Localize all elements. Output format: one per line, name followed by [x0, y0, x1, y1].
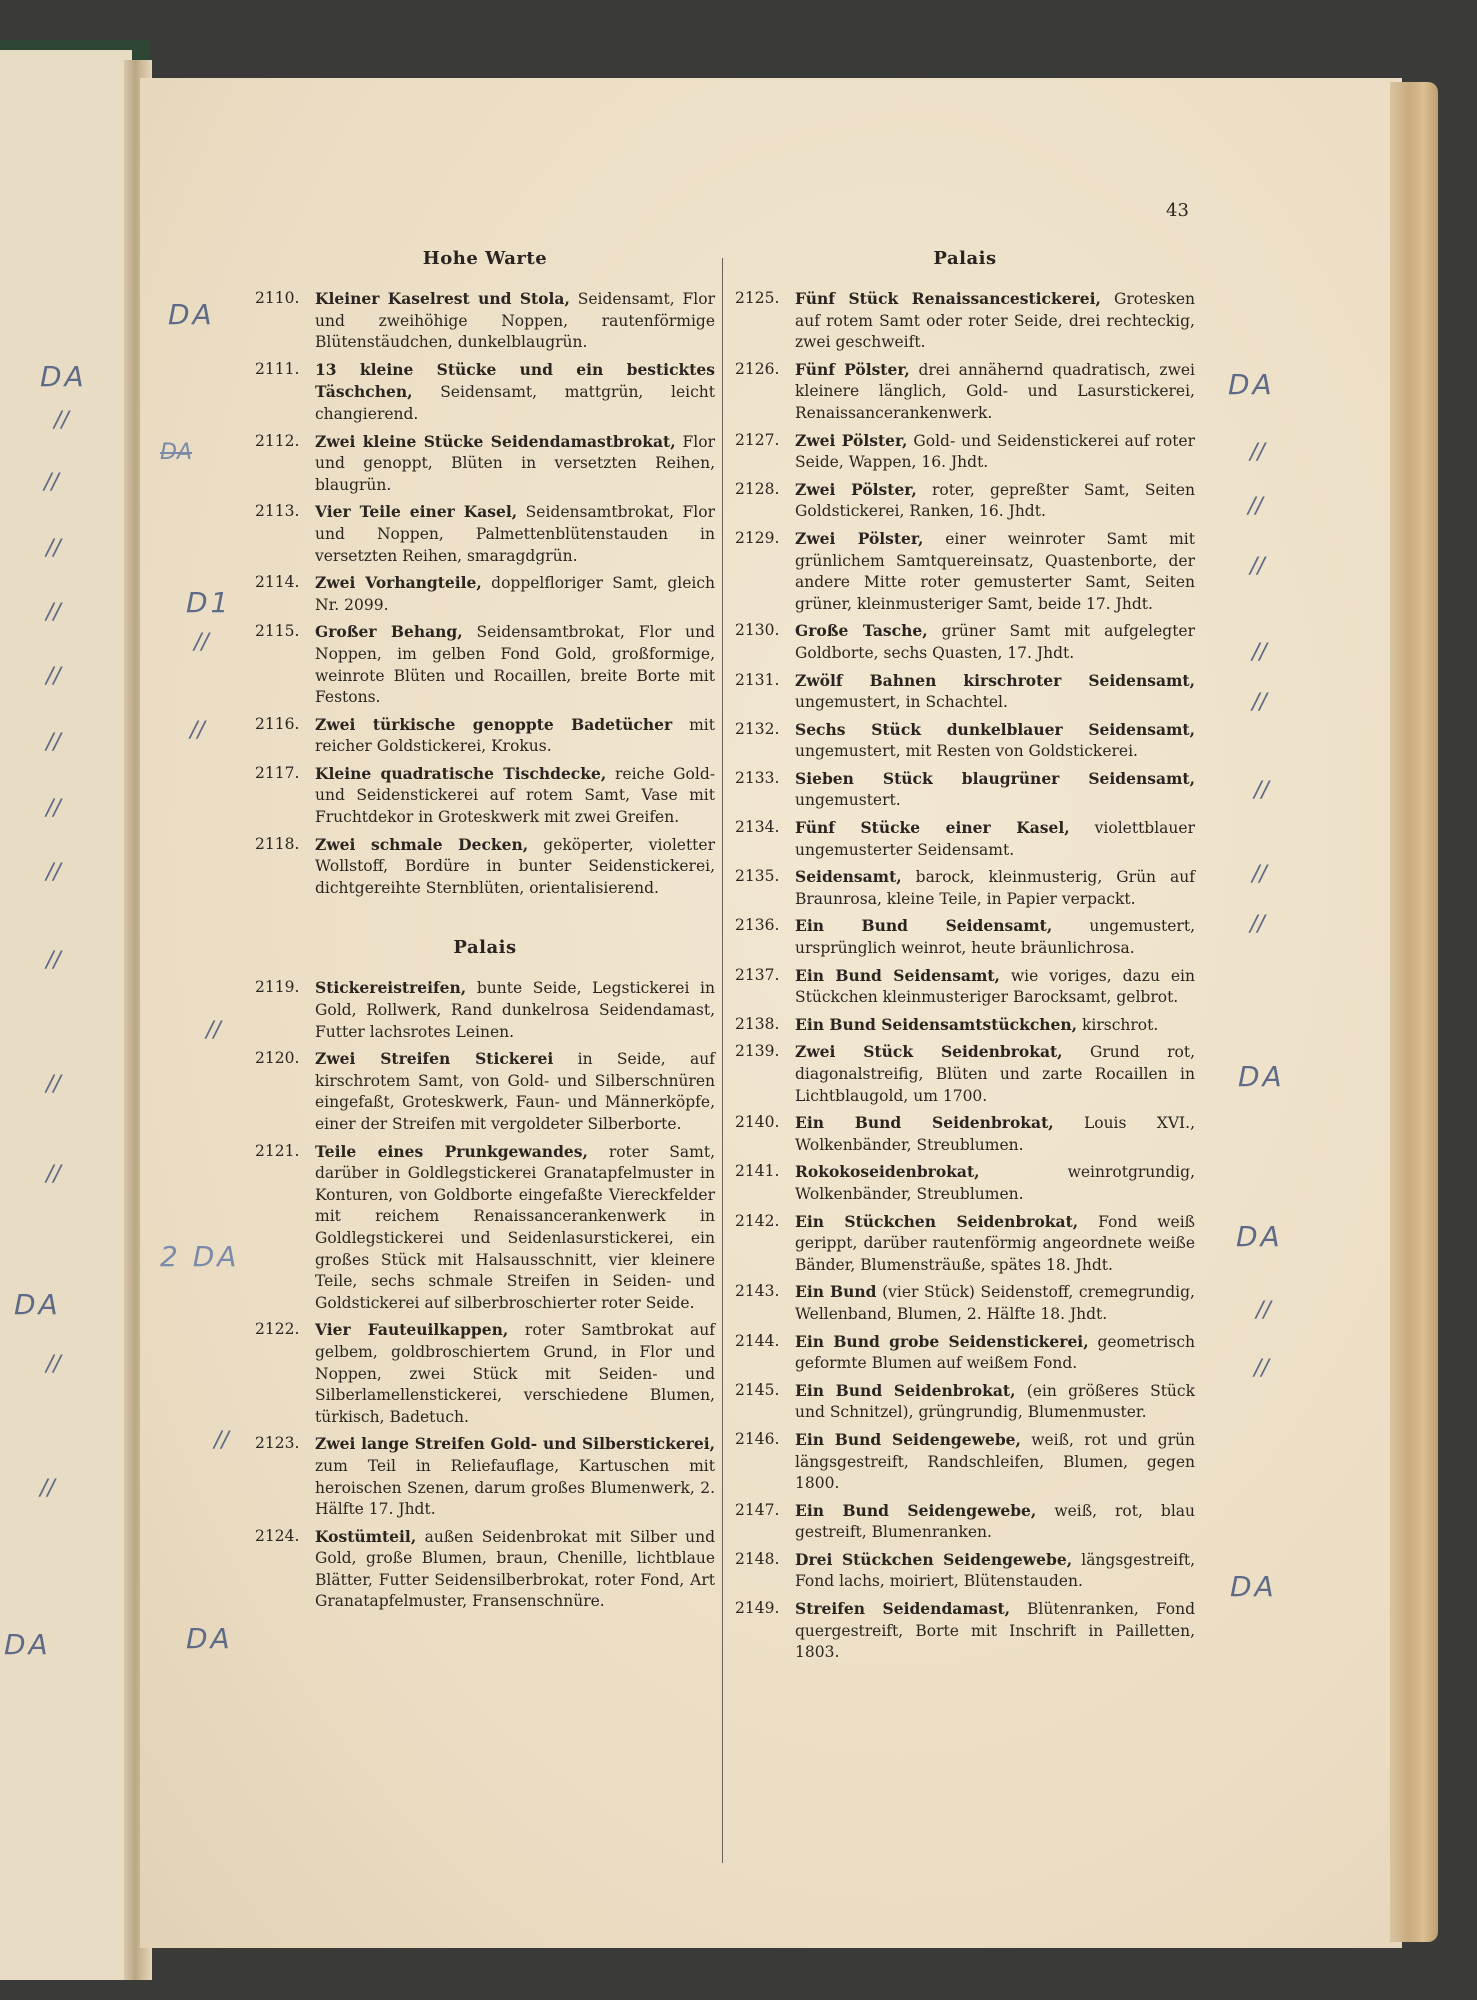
catalog-entry	[735, 528, 1195, 615]
entry-description: in Seide, auf kirschrotem Samt, von Gold- und Silberschnüren eingefaßt, Groteskwerk, Faun- und Männerköpfe, einer der Streifen mit vergoldeter Silberborte.	[315, 1050, 715, 1133]
entry-number: 2128.	[735, 479, 780, 498]
pencil-annotation-da: DA	[1230, 1570, 1277, 1603]
section-heading: Palais	[933, 248, 997, 269]
entry-title: Zwei Vorhangteile,	[315, 573, 482, 593]
pencil-annotation-ditto: //	[1252, 690, 1267, 715]
entry-number: 2122.	[255, 1320, 300, 1339]
entry-title: Ein Bund Seidensamt,	[795, 916, 1053, 936]
entry-description: ungemustert, mit Resten von Goldstickerei.	[795, 742, 1138, 761]
catalog-entry	[735, 288, 1195, 354]
entry-description: zum Teil in Reliefauflage, Kartuschen mit heroischen Szenen, darum großes Blumenwerk, 2. Hälfte 17. Jhdt.	[315, 1456, 715, 1519]
entry-description: roter, gepreßter Samt, Seiten Goldstickerei, Ranken, 16. Jhdt.	[795, 480, 1195, 521]
column-divider	[722, 258, 723, 1863]
entry-number: 2144.	[735, 1331, 780, 1350]
left-column	[255, 248, 715, 1618]
pencil-annotation-2da: 2 DA	[160, 1240, 240, 1273]
entry-number: 2113.	[255, 502, 300, 521]
entry-title: Stickereistreifen,	[315, 978, 467, 998]
pencil-annotation-ditto: //	[46, 948, 61, 973]
pencil-annotation-ditto: //	[1248, 494, 1263, 519]
entry-description: reiche Gold- und Seidenstickerei auf rotem Samt, Vase mit Fruchtdekor in Groteskwerk mit zwei Greifen.	[315, 764, 715, 827]
entry-number: 2118.	[255, 834, 300, 853]
pencil-annotation-da: DA	[1228, 368, 1275, 401]
entry-number: 2141.	[735, 1162, 780, 1181]
section-heading: Palais	[453, 937, 517, 959]
entry-number: 2126.	[735, 359, 780, 378]
section-entries	[735, 288, 1195, 1664]
catalog-entry	[255, 977, 715, 1043]
pencil-annotation-da: DA	[1238, 1060, 1285, 1093]
entry-number: 2132.	[735, 719, 780, 738]
entry-number: 2138.	[735, 1014, 780, 1033]
left-page-fragment	[0, 50, 132, 1980]
entry-description: geköperter, violetter Wollstoff, Bordüre in bunter Seidenstickerei, dichtgereihte Sternblüten, orientalisierend.	[315, 835, 715, 897]
entry-title: Großer Behang,	[315, 622, 463, 642]
catalog-entry	[735, 1281, 1195, 1325]
pencil-annotation-da: DA	[14, 1288, 61, 1321]
entry-description: Grund rot, diagonalstreifig, Blüten und zarte Rocaillen in Lichtblaugold, um 1700.	[795, 1043, 1195, 1105]
pencil-annotation-ditto: //	[1256, 1298, 1271, 1323]
entry-number: 2148.	[735, 1549, 780, 1568]
entry-description: (ein größeres Stück und Schnitzel), grüngrundig, Blumenmuster.	[795, 1381, 1195, 1422]
catalog-entry	[255, 1433, 715, 1520]
entry-number: 2143.	[735, 1282, 780, 1301]
entry-title: 13 kleine Stücke und ein besticktes Täschchen,	[315, 359, 715, 402]
catalog-entry	[255, 1141, 715, 1315]
entry-title: Sechs Stück dunkelblauer Seidensamt,	[795, 719, 1195, 739]
entry-title: Kostümteil,	[315, 1526, 417, 1546]
entry-description: violettblauer ungemusterter Seidensamt.	[795, 819, 1195, 859]
entry-description: Fond weiß gerippt, darüber rautenförmig angeordnete weiße Bänder, Blumensträuße, spätes 18. Jhdt.	[795, 1212, 1195, 1274]
pencil-annotation-ditto: //	[1252, 640, 1267, 665]
pencil-annotation-ditto: //	[214, 1428, 229, 1453]
entry-description: roter Samt, darüber in Goldlegstickerei Granatapfelmuster in Konturen, von Goldborte eingefaßte Viereckfelder mit reichem Renaissancerankenwerk in Goldlegstickerei und Seidenlasurstickerei, ein großes Stück mit Halsausschnitt, vier kleinere Teile, sechs schmale Streifen in Seiden- und Goldstickerei auf silberbroschierter roter Seide.	[315, 1142, 715, 1312]
page-number: 43	[1166, 200, 1189, 221]
pencil-annotation-ditto: //	[1250, 440, 1265, 465]
entry-description: roter Samtbrokat auf gelbem, goldbroschiertem Grund, in Flor und Noppen, zwei Stück mit Seiden- und Silberlamellenstickerei, verschiedene Blumen, türkisch, Badetuch.	[315, 1321, 715, 1426]
entry-description: Flor und genoppt, Blüten in versetzten Reihen, blaugrün.	[315, 432, 715, 494]
entry-number: 2112.	[255, 431, 300, 450]
entry-title: Teile eines Prunkgewandes,	[315, 1141, 588, 1161]
entry-number: 2142.	[735, 1211, 780, 1230]
entry-description: Grotesken auf rotem Samt oder roter Seide, drei rechteckig, zwei geschweift.	[795, 290, 1195, 352]
entry-description: Louis XVI., Wolkenbänder, Streublumen.	[795, 1114, 1195, 1154]
entry-number: 2136.	[735, 916, 780, 935]
entry-title: Zwei Pölster,	[795, 430, 908, 450]
catalog-entry	[735, 965, 1195, 1009]
pencil-annotation-da: DA	[40, 360, 87, 393]
entry-description: grüner Samt mit aufgelegter Goldborte, sechs Quasten, 17. Jhdt.	[795, 622, 1196, 662]
pencil-annotation-ditto: //	[46, 730, 61, 755]
entry-number: 2145.	[735, 1380, 780, 1399]
pencil-annotation-ditto: //	[46, 796, 61, 821]
entry-description: geometrisch geformte Blumen auf weißem Fond.	[795, 1332, 1195, 1373]
catalog-entry	[735, 1014, 1195, 1037]
entry-number: 2114.	[255, 573, 300, 592]
entry-title: Zwei türkische genoppte Badetücher	[315, 714, 673, 734]
pencil-annotation-da: DA	[168, 298, 215, 331]
entry-description: kirschrot.	[1077, 1015, 1159, 1034]
entry-number: 2130.	[735, 621, 780, 640]
catalog-entry	[735, 915, 1195, 959]
catalog-entry	[735, 1429, 1195, 1495]
pencil-annotation-ditto: //	[46, 1162, 61, 1187]
right-column	[735, 248, 1195, 1669]
pencil-annotation-da: DA	[4, 1628, 51, 1661]
pencil-annotation-da: DA	[1236, 1220, 1283, 1253]
pencil-annotation-ditto: //	[44, 470, 59, 495]
entry-number: 2129.	[735, 528, 780, 547]
entry-description: längsgestreift, Fond lachs, moiriert, Blütenstauden.	[795, 1550, 1196, 1591]
catalog-entry	[735, 1598, 1195, 1664]
entry-description: ungemustert, ursprünglich weinrot, heute bräunlichrosa.	[795, 917, 1195, 958]
entry-number: 2124.	[255, 1526, 300, 1545]
entry-title: Fünf Pölster,	[795, 359, 910, 379]
entry-title: Streifen Seidendamast,	[795, 1599, 1011, 1619]
pencil-annotation-ditto: //	[46, 1352, 61, 1377]
entry-title: Zwei lange Streifen Gold- und Silberstickerei,	[315, 1434, 715, 1454]
entry-number: 2133.	[735, 768, 780, 787]
entry-title: Große Tasche,	[795, 621, 928, 641]
entry-number: 2131.	[735, 670, 780, 689]
entry-number: 2147.	[735, 1500, 780, 1519]
entry-title: Ein Bund Seidensamt,	[795, 965, 1000, 985]
entry-description: Seidensamtbrokat, Flor und Noppen, Palmettenblütenstauden in versetzten Reihen, smaragdgrün.	[315, 503, 715, 565]
entry-title: Zwei Stück Seidenbrokat,	[795, 1042, 1063, 1062]
entry-description: bunte Seide, Legstickerei in Gold, Rollwerk, Rand dunkelrosa Seidendamast, Futter lachsrotes Leinen.	[315, 979, 715, 1041]
catalog-entry	[255, 1319, 715, 1428]
entry-title: Sieben Stück blaugrüner Seidensamt,	[795, 768, 1195, 788]
entry-number: 2115.	[255, 622, 300, 641]
entry-number: 2110.	[255, 289, 300, 307]
entry-description: drei annähernd quadratisch, zwei kleinere länglich, Gold- und Lasurstickerei, Renaissancerankenwerk.	[795, 360, 1195, 422]
entry-description: außen Seidenbrokat mit Silber und Gold, große Blumen, braun, Chenille, lichtblaue Blätter, Futter Seidensilberbrokat, roter Fond, Art Granatapfelmuster, Fransenschnüre.	[315, 1527, 715, 1611]
entry-description: Blütenranken, Fond quergestreift, Borte mit Inschrift in Pailletten, 1803.	[795, 1600, 1195, 1662]
catalog-entry	[735, 1500, 1195, 1544]
entry-description: ungemustert.	[795, 791, 901, 810]
entry-title: Ein Bund Seidengewebe,	[795, 1500, 1037, 1520]
entry-number: 2139.	[735, 1042, 780, 1061]
catalog-entry	[735, 1161, 1195, 1205]
catalog-entry	[735, 479, 1195, 523]
entry-title: Ein Bund grobe Seidenstickerei,	[795, 1331, 1089, 1351]
pencil-annotation-ditto: //	[40, 1476, 55, 1501]
entry-title: Ein Bund	[795, 1282, 877, 1302]
entry-number: 2116.	[255, 714, 300, 733]
entry-title: Kleiner Kaselrest und Stola,	[315, 289, 570, 308]
entry-title: Vier Teile einer Kasel,	[315, 502, 518, 522]
pencil-annotation-ditto: //	[46, 664, 61, 689]
entry-description: Seidensamt, mattgrün, leicht changierend.	[315, 383, 715, 423]
catalog-entry	[735, 1041, 1195, 1107]
pencil-annotation-da: DA	[186, 1622, 233, 1655]
catalog-entry	[255, 431, 715, 497]
pencil-annotation-ditto: //	[1252, 862, 1267, 887]
entry-title: Zwölf Bahnen kirschroter Seidensamt,	[795, 670, 1195, 690]
entry-title: Drei Stückchen Seidengewebe,	[795, 1549, 1073, 1569]
entry-description: doppelfloriger Samt, gleich Nr. 2099.	[315, 574, 716, 614]
entry-number: 2120.	[255, 1049, 300, 1068]
pencil-annotation-ditto: //	[1254, 1356, 1269, 1381]
catalog-entry	[735, 817, 1195, 861]
entry-title: Rokokoseidenbrokat,	[795, 1162, 980, 1182]
catalog-entry	[735, 1549, 1195, 1593]
catalog-entry	[255, 763, 715, 829]
entry-title: Ein Bund Seidenbrokat,	[795, 1380, 1016, 1400]
catalog-entry	[735, 1211, 1195, 1277]
entry-title: Kleine quadratische Tischdecke,	[315, 763, 607, 783]
entry-title: Zwei Pölster,	[795, 479, 917, 499]
pencil-annotation-ditto: //	[46, 536, 61, 561]
entry-number: 2134.	[735, 818, 780, 837]
catalog-entry	[735, 359, 1195, 425]
pencil-annotation-ditto: //	[46, 1072, 61, 1097]
pencil-annotation-ditto: //	[46, 600, 61, 625]
section-entries	[255, 288, 715, 899]
catalog-entry	[735, 1331, 1195, 1375]
entry-title: Zwei Streifen Stickerei	[315, 1049, 554, 1069]
entry-title: Zwei schmale Decken,	[315, 834, 529, 854]
catalog-entry	[255, 834, 715, 900]
entry-number: 2125.	[735, 289, 780, 307]
catalog-entry	[735, 1380, 1195, 1424]
entry-title: Zwei Pölster,	[795, 528, 924, 548]
pencil-annotation-ditto: //	[194, 630, 209, 655]
entry-number: 2140.	[735, 1113, 780, 1132]
catalog-entry	[255, 572, 715, 616]
pencil-annotation-ditto: //	[1254, 778, 1269, 803]
entry-description: weinrotgrundig, Wolkenbänder, Streublumen.	[795, 1163, 1195, 1203]
entry-title: Fünf Stücke einer Kasel,	[795, 818, 1070, 838]
pencil-annotation-ditto: //	[206, 1018, 221, 1043]
pencil-annotation-ditto: //	[1250, 554, 1265, 579]
entry-number: 2127.	[735, 430, 780, 449]
entry-description: ungemustert, in Schachtel.	[795, 693, 1008, 712]
entry-description: barock, kleinmusterig, Grün auf Braunrosa, kleine Teile, in Papier verpackt.	[795, 868, 1195, 908]
entry-description: Gold- und Seidenstickerei auf roter Seide, Wappen, 16. Jhdt.	[795, 431, 1196, 472]
catalog-entry	[255, 714, 715, 758]
entry-number: 2111.	[255, 359, 300, 378]
entry-description: einer weinroter Samt mit grünlichem Samtquereinsatz, Quastenborte, der andere Mitte roter gemusterter Samt, Seiten grüner, kleinmusteriger Samt, beide 17. Jhdt.	[795, 529, 1195, 613]
entry-description: weiß, rot, blau gestreift, Blumenranken.	[795, 1501, 1195, 1542]
pencil-annotation-ditto: //	[46, 860, 61, 885]
page-edge	[1390, 82, 1438, 1942]
pencil-annotation-ditto: //	[54, 408, 69, 433]
entry-title: Ein Bund Seidenbrokat,	[795, 1113, 1054, 1133]
entry-description: weiß, rot und grün längsgestreift, Randschleifen, Blumen, gegen 1800.	[795, 1430, 1195, 1493]
entry-number: 2121.	[255, 1141, 300, 1160]
entry-title: Seidensamt,	[795, 867, 902, 887]
entry-title: Fünf Stück Renaissancestickerei,	[795, 289, 1101, 308]
catalog-entry	[255, 1048, 715, 1135]
entry-title: Ein Stückchen Seidenbrokat,	[795, 1211, 1079, 1231]
catalog-entry	[735, 430, 1195, 474]
catalog-entry	[735, 1112, 1195, 1156]
entry-title: Ein Bund Seidensamtstückchen,	[795, 1014, 1078, 1034]
catalog-entry	[735, 768, 1195, 812]
entry-number: 2123.	[255, 1434, 300, 1453]
pencil-annotation-ditto: //	[190, 718, 205, 743]
entry-title: Zwei kleine Stücke Seidendamastbrokat,	[315, 431, 676, 451]
entry-title: Vier Fauteuilkappen,	[315, 1320, 509, 1340]
entry-number: 2135.	[735, 867, 780, 886]
catalog-entry	[255, 359, 715, 426]
catalog-entry	[255, 288, 715, 354]
entry-title: Ein Bund Seidengewebe,	[795, 1429, 1021, 1449]
entry-description: (vier Stück) Seidenstoff, cremegrundig, Wellenband, Blumen, 2. Hälfte 18. Jhdt.	[795, 1283, 1195, 1323]
catalog-entry	[255, 621, 715, 708]
section-entries	[255, 977, 715, 1613]
entry-description: mit reicher Goldstickerei, Krokus.	[315, 715, 715, 756]
catalog-entry	[735, 719, 1195, 763]
catalog-entry	[255, 501, 715, 567]
catalog-entry	[735, 866, 1195, 910]
catalog-entry	[735, 620, 1195, 664]
pencil-annotation-da-struck: DA	[160, 440, 192, 465]
entry-number: 2137.	[735, 965, 780, 984]
section-heading: Hohe Warte	[422, 248, 548, 269]
pencil-annotation-ditto: //	[1250, 912, 1265, 937]
entry-description: wie voriges, dazu ein Stückchen kleinmusteriger Barocksamt, gelbrot.	[795, 966, 1195, 1007]
catalog-entry	[255, 1526, 715, 1613]
catalog-entry	[735, 670, 1195, 714]
entry-number: 2117.	[255, 763, 300, 782]
entry-description: Seidensamt, Flor und zweihöhige Noppen, rautenförmige Blütenstäudchen, dunkelblaugrün.	[315, 290, 715, 352]
entry-number: 2146.	[735, 1429, 780, 1448]
pencil-annotation-d1: D1	[186, 586, 232, 619]
entry-number: 2119.	[255, 978, 300, 997]
entry-number: 2149.	[735, 1599, 780, 1618]
entry-description: Seidensamtbrokat, Flor und Noppen, im gelben Fond Gold, großformige, weinrote Blüten und Rocaillen, breite Borte mit Festons.	[315, 623, 715, 707]
